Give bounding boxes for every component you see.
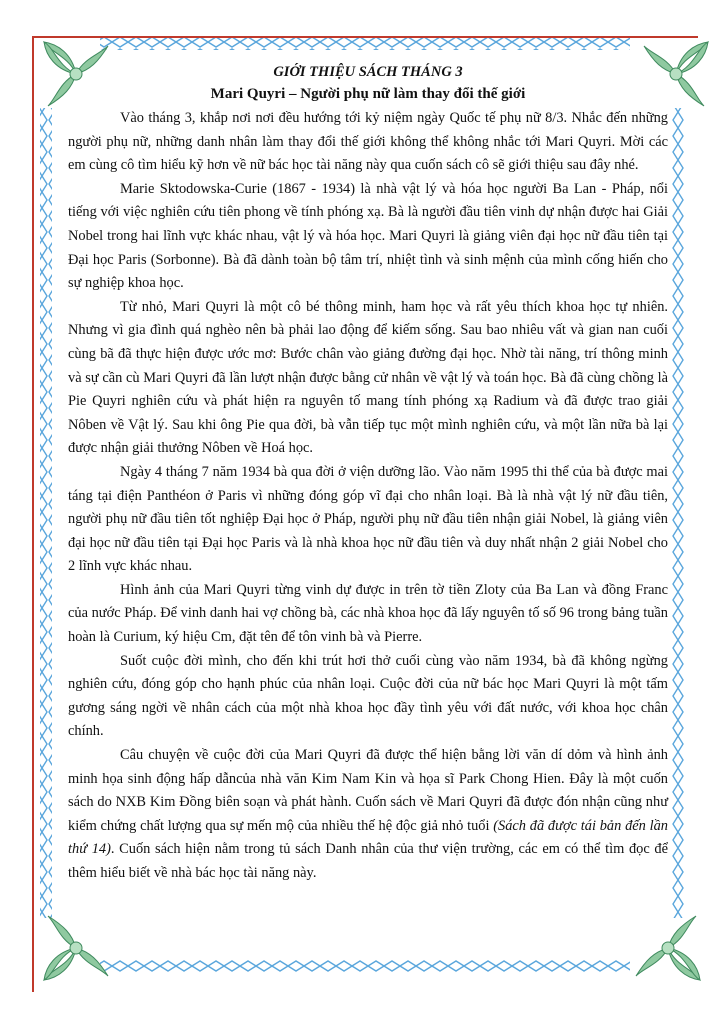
book-info-text: Câu chuyện về cuộc đời của Mari Quyri đã được thể hiện bằng lời văn dí dỏm và hình ảnh minh họa sinh động hấp dẫncủa nhà văn Kim Nam Kin và họa sĩ Park Chong Hien. Đây là một cuốn sách do NXB Kim Đồng biên soạn và phát hành. Cuốn sách về Mari Quyri đã được đón nhận cũng như kiểm chứng chất lượng qua sự mến mộ của nhiều thế hệ độc giả nhỏ tuổi: [68, 747, 668, 834]
paragraph-biography: Marie Sktodowska-Curie (1867 - 1934) là nhà vật lý và hóa học người Ba Lan - Pháp, nổi tiếng với việc nghiên cứu tiên phong về tính phóng xạ. Bà là người đầu tiên vinh dự nhận được hai Giải Nobel trong hai lĩnh vực khác nhau, vật lý và hóa học. Mari Quyri là giảng viên đại học nữ đầu tiên tại Đại học Paris (Sorbonne). Bà đã dành toàn bộ tâm trí, nhiệt tình và sinh mệnh của mình cống hiến cho sự nghiệp khoa học.: [68, 180, 668, 292]
page-title: GIỚI THIỆU SÁCH THÁNG 3: [273, 64, 463, 80]
article-body: [68, 62, 668, 886]
book-info-text-end: . Cuốn sách hiện nằm trong tủ sách Danh nhân của thư viện trường, các em có thể tìm đọc để thêm hiểu biết về nhà bác học tài năng này.: [68, 841, 668, 881]
paragraph-intro: Vào tháng 3, khắp nơi nơi đều hướng tới kỷ niệm ngày Quốc tế phụ nữ 8/3. Nhắc đến những người phụ nữ, những danh nhân làm thay đổi thế giới không thể không nhắc tới Mari Quyri. Mời các em cùng cô tìm hiểu kỹ hơn về nữ bác học tài năng này qua cuốn sách cô sẽ giới thiệu sau đây nhé.: [68, 110, 668, 174]
leaf-corner-ornament-bottom-right: [630, 910, 706, 986]
paragraph-death: Ngày 4 tháng 7 năm 1934 bà qua đời ở viện dưỡng lão. Vào năm 1995 thi thể của bà được mai táng tại điện Panthéon ở Paris vì những đóng góp vĩ đại cho nhân loại. Bà là nhà vật lý nữ đầu tiên, người phụ nữ đầu tiên tốt nghiệp Đại học ở Pháp, người phụ nữ đầu tiên nhận giải Nobel, là giảng viên đại học nữ đầu tiên tại Đại học Paris và là nhà khoa học nữ đầu tiên và duy nhất nhận 2 giải Nobel cho 2 lĩnh vực khác nhau.: [68, 463, 668, 575]
book-subtitle: Mari Quyri – Người phụ nữ làm thay đổi thế giới: [210, 86, 526, 102]
reprint-note: (Sách đã được tái bản đến lần thứ 14): [68, 817, 668, 858]
paragraph-legacy: Suốt cuộc đời mình, cho đến khi trút hơi thở cuối cùng vào năm 1934, bà đã không ngừng nghiên cứu, đóng góp cho hạnh phúc của nhân loại. Cuộc đời của nữ bác học Mari Quyri là một tấm gương sáng ngời về nhân cách của một nhà khoa học đầy tình yêu với đất nước, với khoa học chân chính.: [68, 652, 668, 740]
paragraph-honors: Hình ảnh của Mari Quyri từng vinh dự được in trên tờ tiền Zloty của Ba Lan và đồng Franc của nước Pháp. Để vinh danh hai vợ chồng bà, các nhà khoa học đã lấy nguyên tố số 96 trong bảng tuần hoàn là Curium, ký hiệu Cm, đặt tên để tôn vinh bà và Pierre.: [68, 581, 668, 646]
paragraph-book-info: [68, 744, 668, 886]
paragraph-childhood: Từ nhỏ, Mari Quyri là một cô bé thông minh, ham học và rất yêu thích khoa học tự nhiên. Nhưng vì gia đình quá nghèo nên bà phải lao động để kiếm sống. Sau bao nhiêu vất và gian nan cuối cùng bã đã thực hiện được ước mơ: Bước chân vào giảng đường đại học. Nhờ tài năng, trí thông minh và sự cần cù Mari Quyri đã lần lượt nhận được bằng cử nhân về vật lý và toán học. Bà đã cùng chồng là Pie Quyri nghiên cứu và phát hiện ra nguyên tố mang tính phóng xạ Radium và đã được trao giải Nôben về Vật lý. Sau khi ông Pie qua đời, bà vẫn tiếp tục một mình nghiên cứu, và một lần nữa bà lại được nhận giải thưởng Nôben về Hoá học.: [68, 298, 668, 457]
leaf-corner-ornament-bottom-left: [38, 910, 114, 986]
